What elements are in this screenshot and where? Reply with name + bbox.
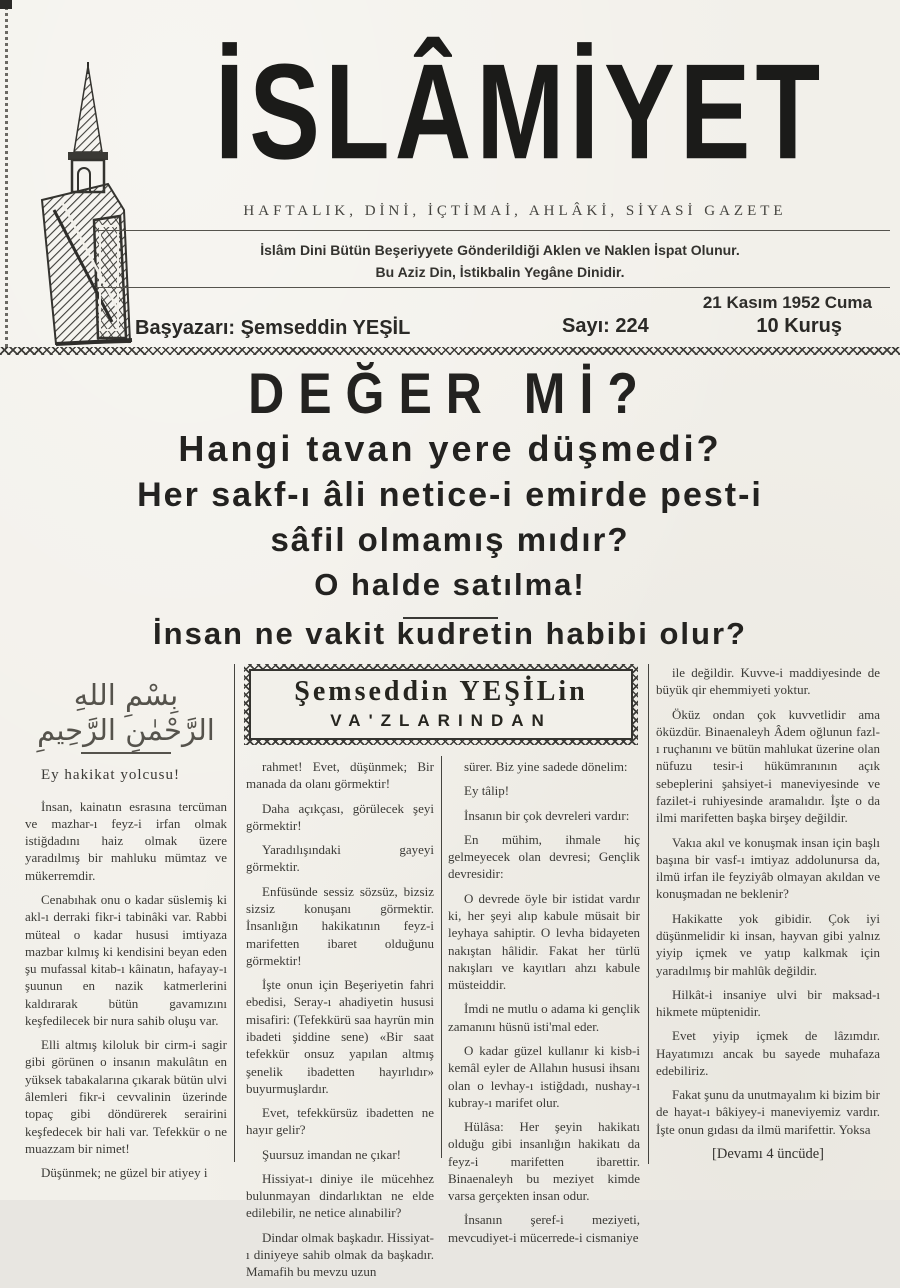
article-paragraph: İmdi ne mutlu o adama ki gençlik zamanını hüsnü isti'mal eder. [448, 1001, 640, 1034]
horizontal-rule [96, 287, 890, 288]
continuation-note: [Devamı 4 üncüde] [712, 1146, 824, 1163]
motto-line-1: İslâm Dini Bütün Beşeriyyete Gönderildiği Aklen ve Naklen İspat Olunur. [260, 242, 740, 258]
sermon-title-box-inner [249, 669, 633, 740]
column-divider [648, 664, 649, 1164]
article-salutation: Ey hakikat yolcusu! [41, 766, 180, 783]
headline-title: DEĞER Mİ? [248, 361, 652, 426]
bismillah-calligraphy: بِسْمِ اللهِ الرَّحْمٰنِ الرَّحِيمِ [37, 678, 215, 747]
issue-date: 21 Kasım 1952 Cuma [702, 293, 872, 312]
article-paragraph: Vakıa akıl ve konuşmak insan için başlı başına bir vasf-ı imtiyaz addolunursa da, ilmü irfan ile feyziyâb olmayan akıldan ve konuşmadan ne beklenir? [656, 834, 880, 902]
article-paragraph: O devrede öyle bir istidat vardır ki, her şeyi alıp kabule müsait bir leyhaya sahiptir. O levha bidayeten nakıştan hâlidir. Fakat her türlü nakışları ve kayıtları ahzı kabule müsteiddir. [448, 890, 640, 993]
article-paragraph: İnsan, kainatın esrasına tercüman ve mazhar-ı feyz-i irfan olmak istiğdadını haiz olmak üzere yaradılmış bir mahluku mümtaz ve mükerremdir. [25, 798, 227, 883]
minaret-illustration [12, 60, 148, 346]
article-paragraph: sürer. Biz yine sadede dönelim: [464, 759, 628, 774]
article-paragraph: ile değildir. Kuvve-i maddiyesinde de büyük qir ehemmiyeti yoktur. [656, 665, 880, 698]
column-2-paragraphs [246, 758, 434, 1281]
article-paragraph: Evet yiyip içmek de lâzımdır. Hayatımızı ancak bu sayede muhafaza edebiliriz. [656, 1028, 880, 1078]
column-divider [441, 756, 442, 1158]
article-paragraph: Ey tâlip! [464, 783, 510, 799]
article-paragraph: Hilkât-i insaniye ulvi bir maksad-ı hikmete müptenidir. [656, 986, 880, 1020]
article-paragraph: Elli altmış kiloluk bir cirm-i sagir gibi görünen o insanın makulâtın en yüksek tabakalarına çıkarak bütün ulvi âlemleri fikr-i cevvalinin üzerinde topaç gibi döndürerek serairini keşfedecek bir hali var. Tefekkür o ne muazzam bir nimet! [25, 1037, 227, 1156]
headline-line-5: O halde satılma! [314, 567, 586, 602]
article-paragraph: Şuursuz imandan ne çıkar! [262, 1146, 401, 1162]
headline-block [40, 360, 860, 619]
article-paragraph: Cenabıhak onu o kadar süslemiş ki akl-ı derraki fikr-i tabinâki var. Rabbi müteal o kadar hususi imtiyaza mazbar kılmış ki kendisini beyan eden şu mufassal kitab-ı kâinatın, hafayay-ı şuunun en nazik katmerlerini kaldırarak bütün gavamızını keşfedilecek bir nura sahib oluşu var. [25, 891, 227, 1028]
calligraphy-underline [81, 752, 171, 754]
article-paragraph: rahmet! Evet, düşünmek; Bir manada da olanı görmektir! [246, 759, 434, 792]
article-subheadline: İnsan ne vakit kudretin habibi olur? [153, 616, 747, 651]
minaret-icon [12, 60, 148, 346]
headline-line-2: Hangi tavan yere düşmedi? [178, 428, 722, 469]
column-4-paragraphs [656, 664, 880, 1138]
article-paragraph: Daha açıkçası, görülecek şeyi görmektir! [246, 800, 434, 833]
article-paragraph: Evet, tefekkürsüz ibadetten ne hayır gelir? [246, 1105, 434, 1138]
sermon-box-title: Şemseddin YEŞİLin [294, 676, 588, 707]
article-paragraph: Hakikatte yok gibidir. Çok iyi düşünmelidir ki insan, hayvan gibi yalnız yiyip içmek ve yatıp kalkmak için yaradılmış bir mahlûk değildir. [656, 910, 880, 978]
article-paragraph: Dindar olmak başkadır. Hissiyat-ı diniyeye sahib olmak da başkadır. Mamafih bu mevzu uzun [246, 1229, 434, 1280]
article-paragraph: Öküz ondan çok kuvvetlidir ama öküzdür. Binaenaleyh Âdem oğlunun fazl-ı ruçhanını ve bütün mahlukat üzerine olan nüfuzu tesir-i hükümranının açık sebeplerini şahsiyet-i maneviyesinde ve fazilet-i ruhiyesinde aramalıdır. İşte o da ilmi marifetten başka birşey değildir. [656, 706, 880, 826]
column-divider [234, 664, 235, 1162]
article-paragraph: Hülâsa: Her şeyin hakikatı olduğu gibi insanlığın hakikatı da feyz-i marifetten ibarettir. Binaenaleyh bu meziyet kimde varsa gerçekten insan odur. [448, 1119, 640, 1204]
article-paragraph: O kadar güzel kullanır ki kisb-i kemâl eyler de Allahın hususi ihsanı olan o levhay-ı istiğdadı, nushay-ı kubray-ı marifet olur. [448, 1042, 640, 1110]
editor-byline: Başyazarı: Şemseddin YEŞİL [135, 317, 411, 339]
article-paragraph: Fakat şunu da unutmayalım ki bizim bir de hayat-ı bâkiyey-i maneviyemiz vardır. İşte onun gıdası da ilmü marifettir. Yoksa [656, 1087, 880, 1137]
article-paragraph: İşte onun için Beşeriyetin fahri ebedisi, Seray-ı ahadiyetin hususi misafiri: (Tefekkürü saa hayrün min ibadeti şiddine sene) «Bir saat tefekkür onsuz yapılan altmış şenelik ibadetten hayırlıdır» buyurmuşlardır. [246, 977, 434, 1096]
headline-line-4: sâfil olmamış mıdır? [270, 521, 630, 558]
article-paragraph: İnsanın bir çok devreleri vardır: [464, 807, 630, 823]
newspaper-subtitle: HAFTALIK, DİNİ, İÇTİMAİ, AHLÂKİ, SİYASİ GAZETE [243, 203, 787, 219]
article-paragraph: En mühim, ihmale hiç gelmeyecek olan devresi; Gençlik devresidir: [448, 831, 640, 882]
scan-corner-mark [0, 0, 12, 9]
sermon-box-subtitle: VA'ZLARINDAN [330, 711, 552, 730]
column-1-paragraphs [25, 798, 227, 1182]
newspaper-title: İSLÂMİYET [214, 36, 826, 188]
price-label: 10 Kuruş [756, 315, 842, 337]
binding-edge-dots [5, 0, 8, 348]
article-column-2 [246, 758, 434, 1288]
masthead-motto [170, 240, 830, 283]
article-paragraph: Yaradılışındaki gayeyi görmektir. [246, 842, 434, 875]
article-paragraph: Düşünmek; ne güzel bir atiyey i [41, 1165, 208, 1181]
column-3-paragraphs [448, 758, 640, 1246]
article-paragraph: Hissiyat-ı diniye ile mücehhez bulunmayan dindarlıktan ne elde edilebilir, ne netice alınabilir? [246, 1170, 434, 1221]
sermon-title-box [244, 664, 638, 745]
horizontal-rule [96, 230, 890, 231]
issue-number: Sayı: 224 [562, 315, 649, 337]
article-column-3 [448, 758, 640, 1253]
motto-line-2: Bu Aziz Din, İstikbalin Yegâne Dinidir. [375, 263, 625, 280]
headline-line-3: Her sakf-ı âli netice-i emirde pest-i [137, 476, 763, 514]
article-column-1 [25, 664, 227, 1188]
article-paragraph: Enfüsünde sessiz sözsüz, bizsiz sizsiz konuşanı görmektir. İnsanlığın hakikatının feyz-i marifetten ibaret olduğunu görmektir! [246, 883, 434, 968]
article-paragraph: İnsanın şeref-i meziyeti, mevcudiyet-i mücerrede-i cismaniye [448, 1212, 640, 1245]
zigzag-divider [0, 347, 900, 355]
article-column-4 [656, 664, 880, 1171]
